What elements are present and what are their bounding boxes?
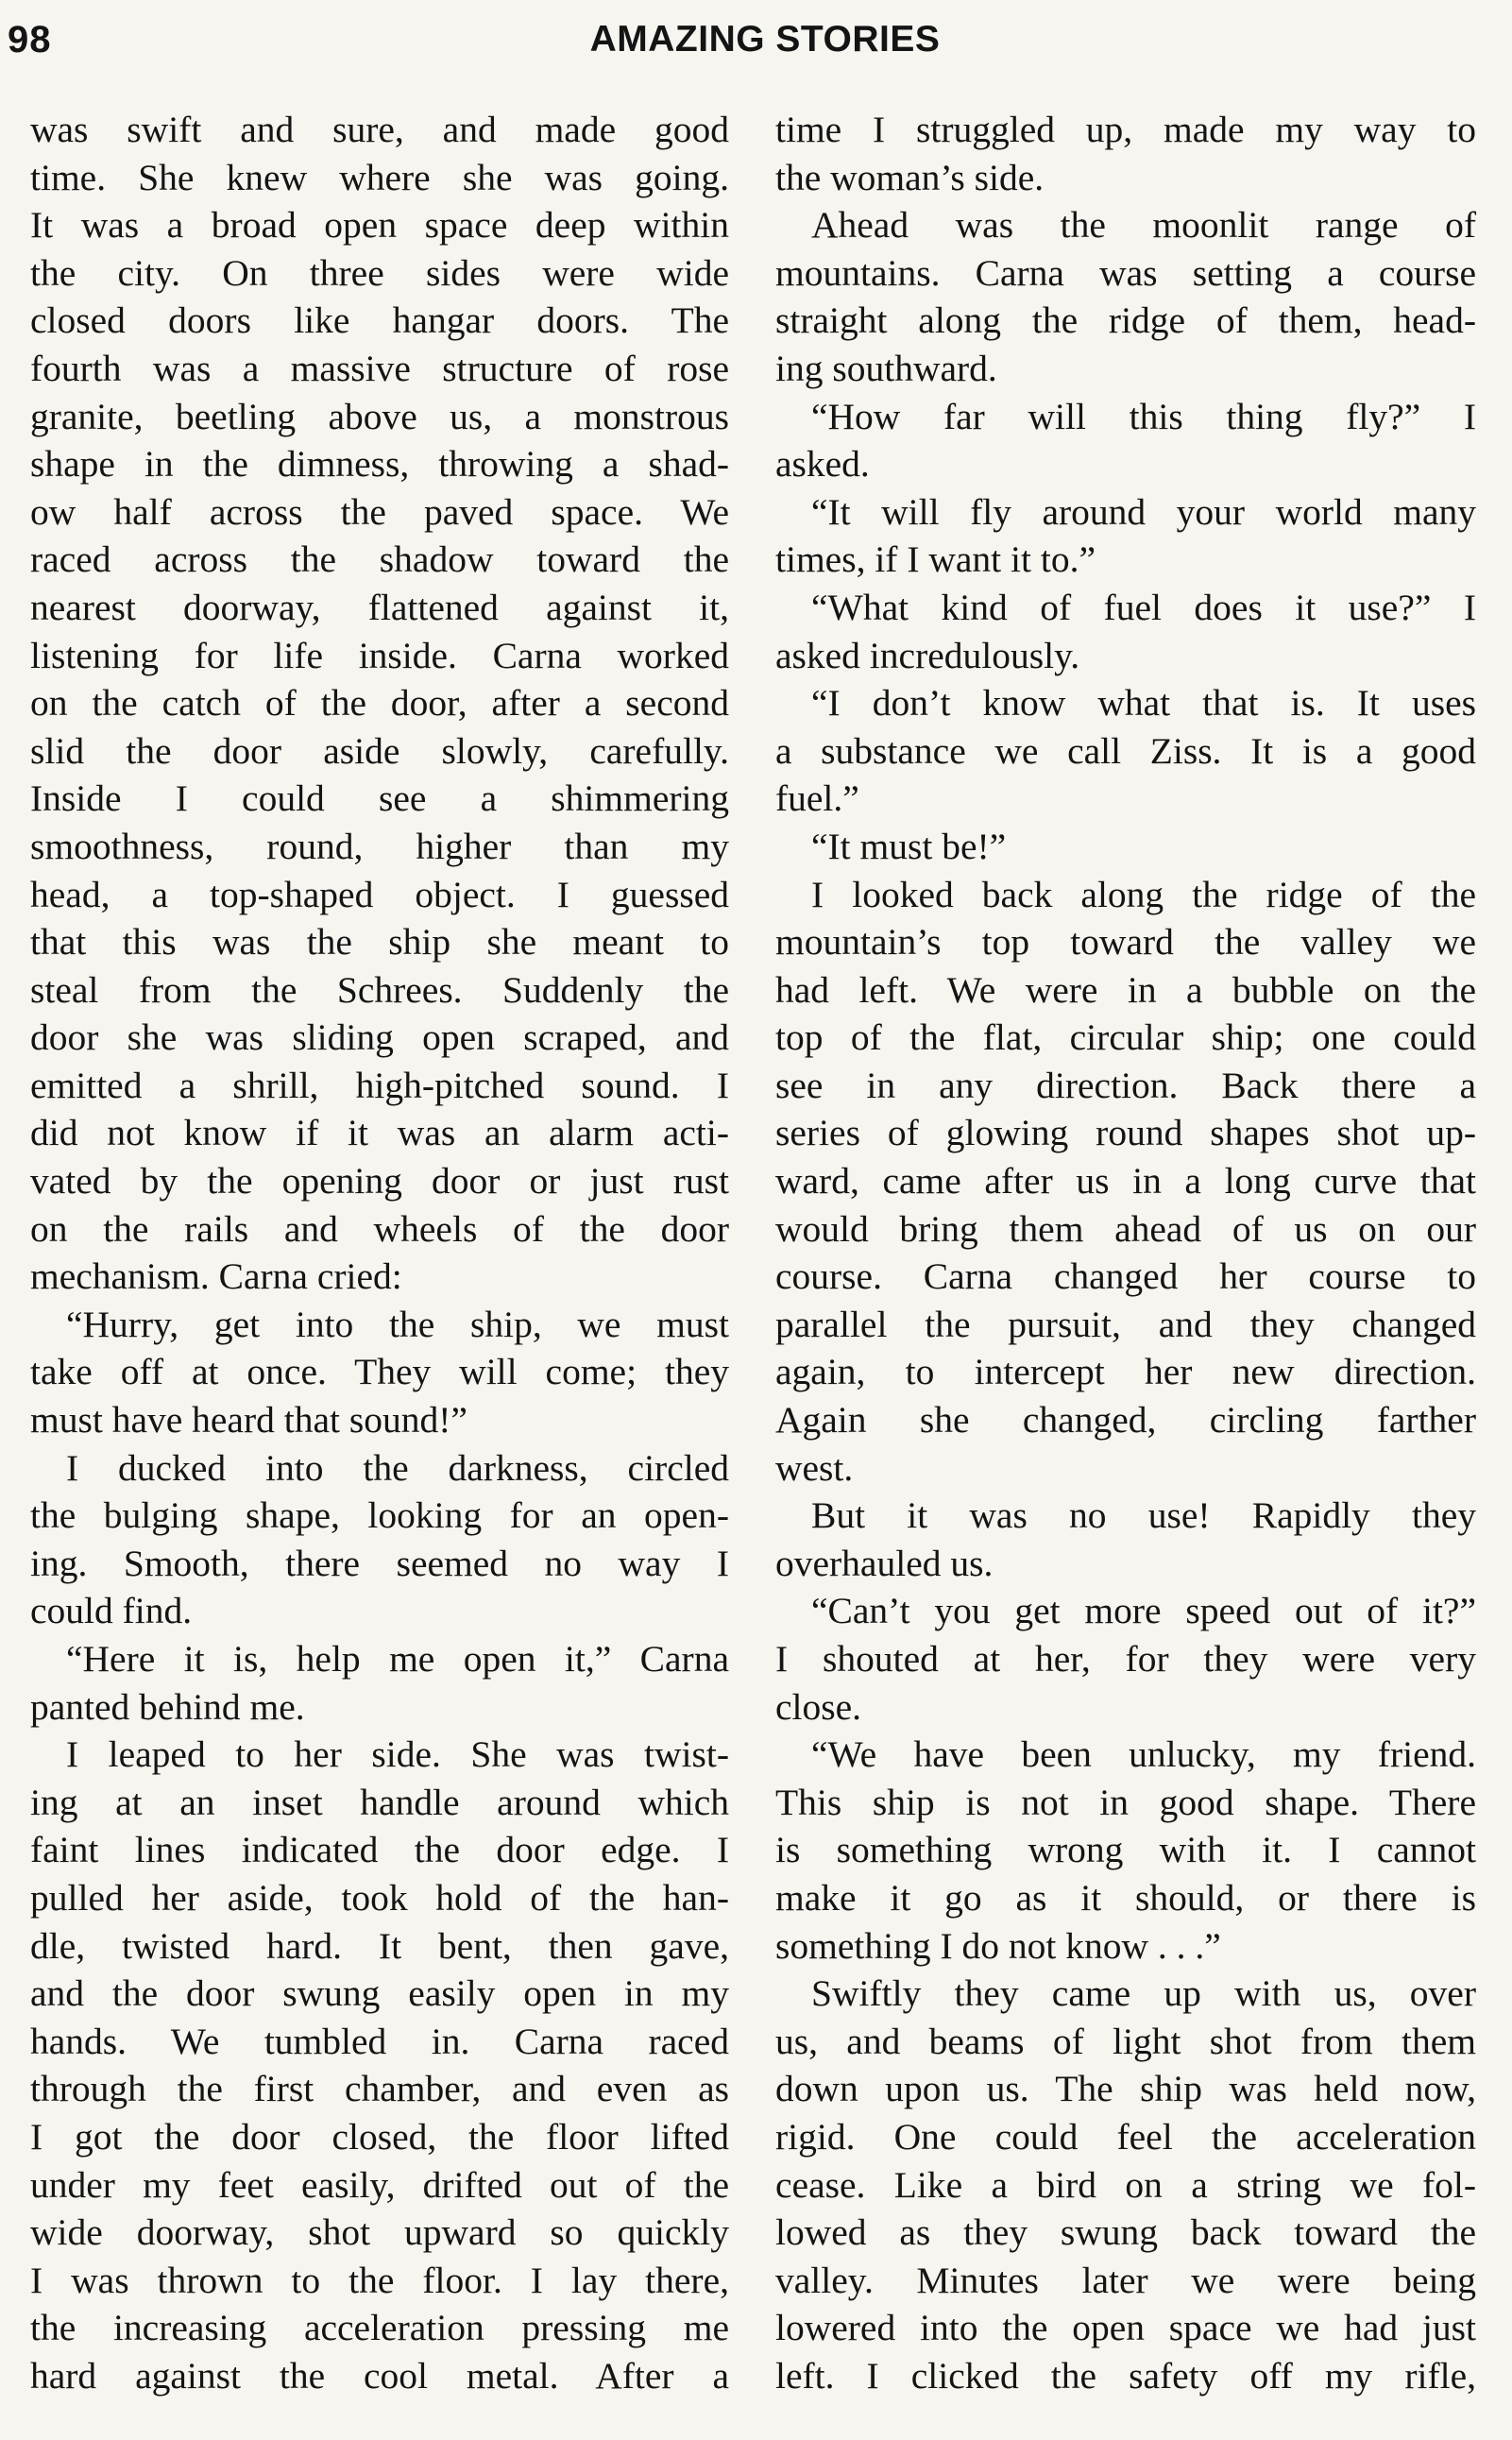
text-line: “Here it is, help me open it,” Carna [66,1638,729,1680]
text-line: top of the flat, circular ship; one could [775,1016,1476,1059]
text-line: that this was the ship she meant to [30,921,729,964]
text-line: “Can’t you get more speed out of it?” [811,1590,1476,1632]
text-line: ing southward. [775,347,997,389]
text-line: must have heard that sound!” [30,1399,467,1442]
text-line: smoothness, round, higher than my [30,825,729,867]
text-line: course. Carna changed her course to [775,1255,1476,1298]
text-line: something I do not know . . .” [775,1924,1221,1967]
text-line: Swiftly they came up with us, over [811,1972,1476,2015]
text-line: on the catch of the door, after a second [30,682,729,725]
text-line: see in any direction. Back there a [775,1064,1476,1106]
text-line: Again she changed, circling farther [775,1399,1476,1442]
text-line: “It will fly around your world many [811,490,1476,533]
text-line: “Hurry, get into the ship, we must [66,1303,729,1345]
text-line: nearest doorway, flattened against it, [30,586,729,628]
text-line: ow half across the paved space. We [30,490,729,533]
text-line: fourth was a massive structure of rose [30,347,729,389]
text-line: lowed as they swung back toward the [775,2211,1476,2254]
text-line: faint lines indicated the door edge. I [30,1829,729,1871]
text-line: I looked back along the ridge of the [811,873,1476,915]
text-line: raced across the shadow toward the [30,538,729,581]
text-line: listening for life inside. Carna worked [30,634,729,676]
text-line: asked incredulously. [775,634,1080,676]
text-line: would bring them ahead of us on our [775,1207,1476,1250]
text-line: the woman’s side. [775,156,1045,198]
text-line: left. I clicked the safety off my rifle, [775,2354,1476,2397]
magazine-title: AMAZING STORIES [589,19,941,60]
text-line: It was a broad open space deep within [30,204,729,247]
text-line: “It must be!” [811,825,1007,867]
text-line: head, a top-shaped object. I guessed [30,873,729,915]
text-line: cease. Like a bird on a string we fol- [775,2163,1476,2206]
text-line: I was thrown to the floor. I lay there, [30,2259,729,2301]
text-line: dle, twisted hard. It bent, then gave, [30,1924,729,1967]
text-line: vated by the opening door or just rust [30,1160,729,1203]
text-line: granite, beetling above us, a monstrous [30,395,729,437]
text-line: door she was sliding open scraped, and [30,1016,729,1059]
text-line: time. She knew where she was going. [30,156,729,198]
text-line: times, if I want it to.” [775,538,1096,581]
text-line: “I don’t know what that is. It uses [811,682,1476,725]
text-line: “We have been unlucky, my friend. [811,1733,1476,1776]
text-line: asked. [775,443,870,486]
text-line: But it was no use! Rapidly they [811,1494,1476,1537]
text-line: hard against the cool metal. After a [30,2354,729,2397]
text-line: west. [775,1446,854,1489]
text-line: valley. Minutes later we were being [775,2259,1476,2301]
text-line: ing at an inset handle around which [30,1781,729,1823]
text-line: through the first chamber, and even as [30,2068,729,2110]
text-line: was swift and sure, and made good [30,109,729,150]
text-line: did not know if it was an alarm acti- [30,1112,729,1154]
text-line: ward, came after us in a long curve that [775,1160,1476,1203]
text-line: overhauled us. [775,1542,994,1584]
text-line: This ship is not in good shape. There [775,1781,1476,1823]
page-header [0,13,1512,70]
text-line: “How far will this thing fly?” I [811,395,1476,437]
text-column-left [30,106,729,2400]
text-line: take off at once. They will come; they [30,1351,729,1393]
text-line: again, to intercept her new direction. [775,1351,1476,1393]
text-line: a substance we call Ziss. It is a good [775,729,1476,772]
text-line: and the door swung easily open in my [30,1972,729,2015]
text-line: on the rails and wheels of the door [30,1207,729,1250]
text-line: straight along the ridge of them, head- [775,299,1476,342]
text-line: “What kind of fuel does it use?” I [811,586,1476,628]
text-line: is something wrong with it. I cannot [775,1829,1476,1871]
text-line: mechanism. Carna cried: [30,1255,402,1298]
text-line: rigid. One could feel the acceleration [775,2115,1476,2158]
text-line: wide doorway, shot upward so quickly [30,2211,729,2254]
text-line: down upon us. The ship was held now, [775,2068,1476,2110]
text-line: lowered into the open space we had just [775,2307,1476,2349]
text-line: the increasing acceleration pressing me [30,2307,729,2349]
text-line: I got the door closed, the floor lifted [30,2115,729,2158]
text-line: Inside I could see a shimmering [30,777,729,820]
text-line: make it go as it should, or there is [775,1876,1476,1919]
text-line: I ducked into the darkness, circled [66,1446,729,1489]
text-line: fuel.” [775,777,859,820]
text-line: mountain’s top toward the valley we [775,921,1476,964]
text-line: mountains. Carna was setting a course [775,251,1476,294]
text-column-right [775,106,1476,2400]
text-line: closed doors like hangar doors. The [30,299,729,342]
text-line: emitted a shrill, high-pitched sound. I [30,1064,729,1106]
text-line: us, and beams of light shot from them [775,2020,1476,2062]
text-line: Ahead was the moonlit range of [811,204,1476,247]
text-line: under my feet easily, drifted out of the [30,2163,729,2206]
text-line: ing. Smooth, there seemed no way I [30,1542,729,1584]
text-line: I shouted at her, for they were very [775,1638,1476,1680]
text-line: shape in the dimness, throwing a shad- [30,443,729,486]
text-line: time I struggled up, made my way to [775,109,1476,150]
text-line: pulled her aside, took hold of the han- [30,1876,729,1919]
text-line: the bulging shape, looking for an open- [30,1494,729,1537]
text-line: close. [775,1685,862,1728]
text-line: parallel the pursuit, and they changed [775,1303,1476,1345]
text-line: the city. On three sides were wide [30,251,729,294]
text-line: I leaped to her side. She was twist- [66,1733,729,1776]
text-line: hands. We tumbled in. Carna raced [30,2020,729,2062]
text-line: series of glowing round shapes shot up- [775,1112,1476,1154]
text-line: slid the door aside slowly, carefully. [30,729,729,772]
page-number: 98 [8,19,52,60]
text-line: steal from the Schrees. Suddenly the [30,968,729,1011]
text-line: had left. We were in a bubble on the [775,968,1476,1011]
text-line: could find. [30,1590,193,1632]
text-line: panted behind me. [30,1685,305,1728]
